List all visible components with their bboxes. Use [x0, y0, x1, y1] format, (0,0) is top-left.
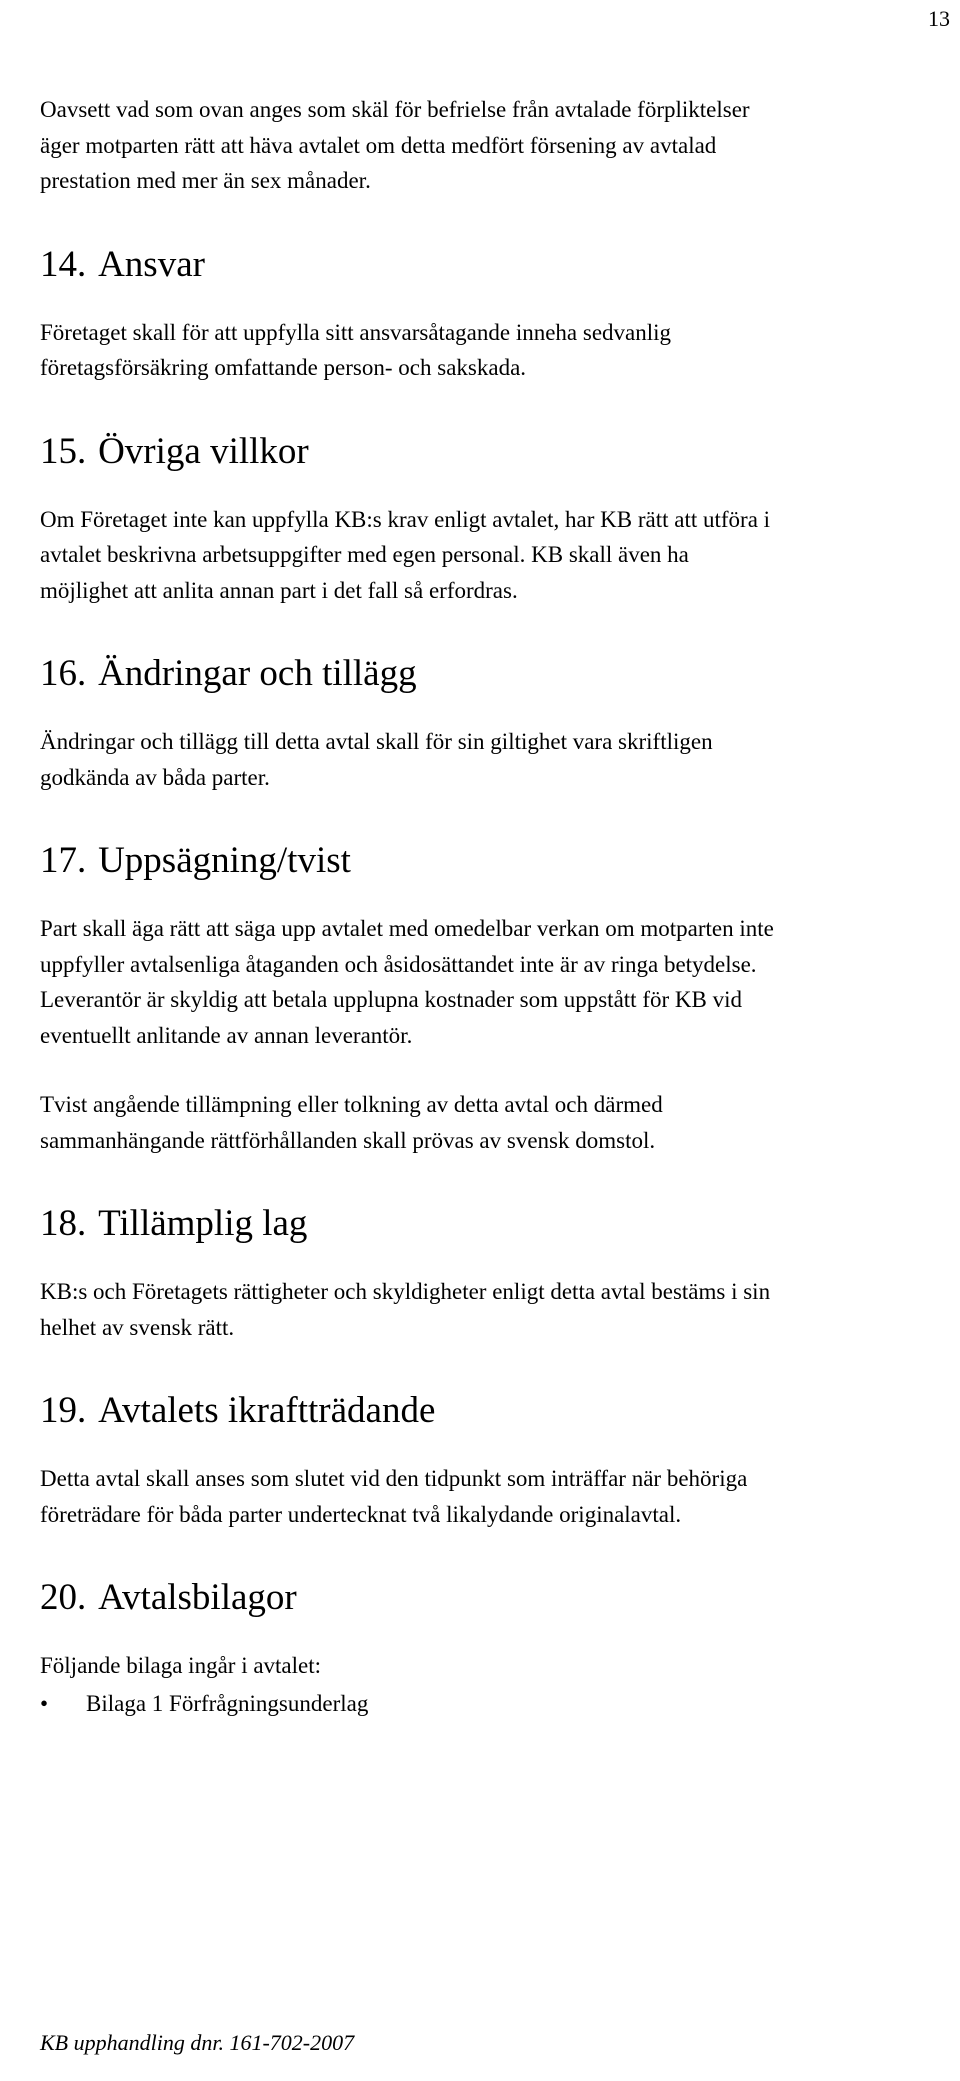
section-number: 18. [40, 1203, 87, 1244]
section-heading [40, 1202, 950, 1246]
section-heading [40, 1576, 950, 1620]
section-paragraph [40, 1648, 950, 1684]
section-heading [40, 1389, 950, 1433]
text-line: godkända av båda parter. [40, 764, 270, 790]
text-line: Part skall äga rätt att säga upp avtalet med omedelbar verkan om motparten inte [40, 916, 774, 941]
text-line: företagsförsäkring omfattande person- och sakskada. [40, 355, 527, 380]
section-title: Övriga villkor [98, 430, 309, 472]
section-18 [40, 1202, 950, 1345]
section-number: 19. [40, 1390, 87, 1431]
section-paragraph [40, 1087, 950, 1158]
section-20 [40, 1576, 950, 1721]
section-paragraph [40, 724, 950, 795]
section-title: Ansvar [98, 243, 205, 285]
section-15 [40, 430, 950, 609]
attachment-list [40, 1686, 950, 1722]
section-paragraph [40, 315, 950, 386]
text-line: eventuellt anlitande av annan leverantör. [40, 1022, 413, 1048]
text-line: äger motparten rätt att häva avtalet om detta medfört försening av avtalad [40, 132, 717, 158]
text-line: avtalet beskrivna arbetsuppgifter med egen personal. KB skall även ha [40, 542, 689, 567]
text-line: Detta avtal skall anses som slutet vid den tidpunkt som inträffar när behöriga [40, 1466, 748, 1491]
section-19 [40, 1389, 950, 1532]
section-number: 14. [40, 243, 87, 285]
bullet-marker: • [40, 1690, 49, 1716]
text-line: uppfyller avtalsenliga åtaganden och åsidosättandet inte är av ringa betydelse. [40, 951, 757, 977]
sections [40, 243, 950, 1722]
text-line: Tvist angående tillämpning eller tolkning av detta avtal och därmed [40, 1092, 663, 1117]
text-line: Leverantör är skyldig att betala upplupna kostnader som uppstått för KB vid [40, 987, 742, 1012]
text-line: sammanhängande rättförhållanden skall prövas av svensk domstol. [40, 1127, 656, 1153]
section-16 [40, 652, 950, 795]
text-line: möjlighet att anlita annan part i det fall så erfordras. [40, 577, 518, 603]
section-17 [40, 839, 950, 1158]
section-paragraph [40, 1274, 950, 1345]
text-line: företrädare för båda parter undertecknat två likalydande originalavtal. [40, 1501, 682, 1527]
section-title: Avtalsbilagor [98, 1577, 297, 1618]
section-14 [40, 243, 950, 386]
section-heading [40, 430, 950, 474]
footer-reference: KB upphandling dnr. 161-702-2007 [40, 2030, 355, 2055]
list-item-text: Bilaga 1 Förfrågningsunderlag [86, 1690, 369, 1716]
section-number: 15. [40, 430, 87, 472]
section-heading [40, 243, 950, 287]
list-item [40, 1686, 950, 1722]
text-line: Om Företaget inte kan uppfylla KB:s krav enligt avtalet, har KB rätt att utföra i [40, 506, 771, 532]
document-body [40, 92, 950, 1721]
section-title: Tillämplig lag [98, 1203, 308, 1244]
section-number: 17. [40, 840, 87, 881]
section-heading [40, 839, 950, 883]
section-paragraph [40, 911, 950, 1053]
section-paragraph [40, 1461, 950, 1532]
text-line: Följande bilaga ingår i avtalet: [40, 1653, 322, 1678]
section-title: Ändringar och tillägg [98, 653, 417, 694]
page-number: 13 [928, 6, 950, 31]
text-line: prestation med mer än sex månader. [40, 168, 371, 193]
section-title: Uppsägning/tvist [98, 840, 351, 881]
section-title: Avtalets ikraftträdande [98, 1390, 436, 1431]
text-line: Oavsett vad som ovan anges som skäl för befrielse från avtalade förpliktelser [40, 97, 750, 122]
text-line: Företaget skall för att uppfylla sitt ansvarsåtagande inneha sedvanlig [40, 319, 672, 345]
section-number: 20. [40, 1577, 87, 1618]
section-number: 16. [40, 653, 87, 694]
text-line: Ändringar och tillägg till detta avtal skall för sin giltighet vara skriftligen [40, 729, 713, 754]
intro-paragraph [40, 92, 950, 199]
section-paragraph [40, 502, 950, 609]
text-line: helhet av svensk rätt. [40, 1314, 235, 1340]
section-heading [40, 652, 950, 696]
text-line: KB:s och Företagets rättigheter och skyldigheter enligt detta avtal bestäms i sin [40, 1279, 771, 1304]
